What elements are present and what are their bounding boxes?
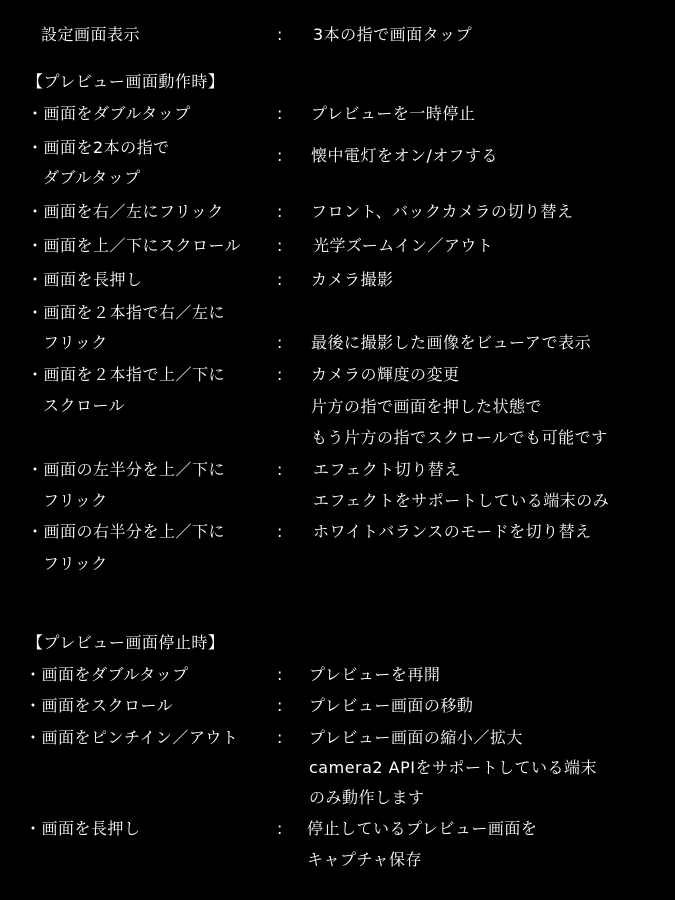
stopped-item-colon: : <box>277 728 283 747</box>
stopped-item-desc: プレビューを再開 <box>309 665 441 684</box>
stopped-item-label: ・画面をスクロール <box>25 696 174 715</box>
preview-item-desc-cont: もう片方の指でスクロールでも可能です <box>311 428 608 447</box>
preview-item-label-cont: フリック <box>43 554 108 573</box>
preview-item-desc: フロント、バックカメラの切り替え <box>311 202 574 221</box>
preview-item-colon: : <box>277 202 283 221</box>
preview-item-desc: 光学ズームイン／アウト <box>313 236 494 255</box>
stopped-item-label: ・画面を長押し <box>25 819 141 838</box>
preview-item-desc: プレビューを一時停止 <box>311 104 476 123</box>
stopped-item-desc-cont: キャプチャ保存 <box>307 850 423 869</box>
preview-item-label: ・画面を２本指で上／下に <box>27 365 226 384</box>
preview-item-colon: : <box>277 270 283 289</box>
preview-item-label: ・画面の左半分を上／下に <box>27 460 226 479</box>
preview-item-colon: : <box>277 104 283 123</box>
preview-item-colon: : <box>277 460 283 479</box>
preview-item-desc: 最後に撮影した画像をビューアで表示 <box>311 333 592 352</box>
preview-item-label: ・画面を長押し <box>27 270 143 289</box>
preview-item-label: ・画面を上／下にスクロール <box>27 236 242 255</box>
preview-item-label-cont: スクロール <box>43 396 126 415</box>
preview-item-label-cont: フリック <box>43 333 108 352</box>
preview-item-desc: カメラ撮影 <box>311 270 394 289</box>
preview-item-label-cont: フリック <box>43 491 108 510</box>
preview-item-label-cont: ダブルタップ <box>43 168 141 187</box>
preview-item-desc-cont: 片方の指で画面を押した状態で <box>311 397 543 416</box>
stopped-section-heading: 【プレビュー画面停止時】 <box>27 633 225 652</box>
preview-item-label: ・画面をダブルタップ <box>27 104 191 123</box>
stopped-item-colon: : <box>277 696 283 715</box>
preview-item-colon: : <box>277 365 283 384</box>
stopped-item-desc: 停止しているプレビュー画面を <box>307 819 538 838</box>
settings-value: 3本の指で画面タップ <box>313 25 473 44</box>
preview-item-colon: : <box>277 522 283 541</box>
preview-item-desc: 懐中電灯をオン/オフする <box>311 146 498 165</box>
stopped-item-colon: : <box>277 819 283 838</box>
stopped-item-label: ・画面をピンチイン／アウト <box>25 728 239 747</box>
preview-item-desc: ホワイトバランスのモードを切り替え <box>313 522 592 541</box>
preview-item-desc-cont: エフェクトをサポートしている端末のみ <box>313 491 610 510</box>
preview-item-label: ・画面を右／左にフリック <box>27 202 224 221</box>
preview-item-label: ・画面を2本の指で <box>27 138 170 157</box>
settings-colon: : <box>277 25 283 44</box>
stopped-item-desc-cont: のみ動作します <box>309 788 425 807</box>
preview-item-colon: : <box>277 236 283 255</box>
preview-item-colon: : <box>277 146 283 165</box>
stopped-item-desc-cont: camera2 APIをサポートしている端末 <box>309 758 597 777</box>
preview-item-desc: エフェクト切り替え <box>313 460 461 479</box>
preview-item-colon: : <box>277 333 283 352</box>
settings-label: 設定画面表示 <box>41 25 141 44</box>
preview-item-desc: カメラの輝度の変更 <box>311 365 460 384</box>
stopped-item-colon: : <box>277 665 283 684</box>
preview-item-label: ・画面を２本指で右／左に <box>27 303 226 322</box>
stopped-item-desc: プレビュー画面の移動 <box>309 696 474 715</box>
preview-item-label: ・画面の右半分を上／下に <box>27 522 226 541</box>
stopped-item-desc: プレビュー画面の縮小／拡大 <box>309 728 523 747</box>
stopped-item-label: ・画面をダブルタップ <box>25 665 189 684</box>
preview-section-heading: 【プレビュー画面動作時】 <box>27 72 225 91</box>
